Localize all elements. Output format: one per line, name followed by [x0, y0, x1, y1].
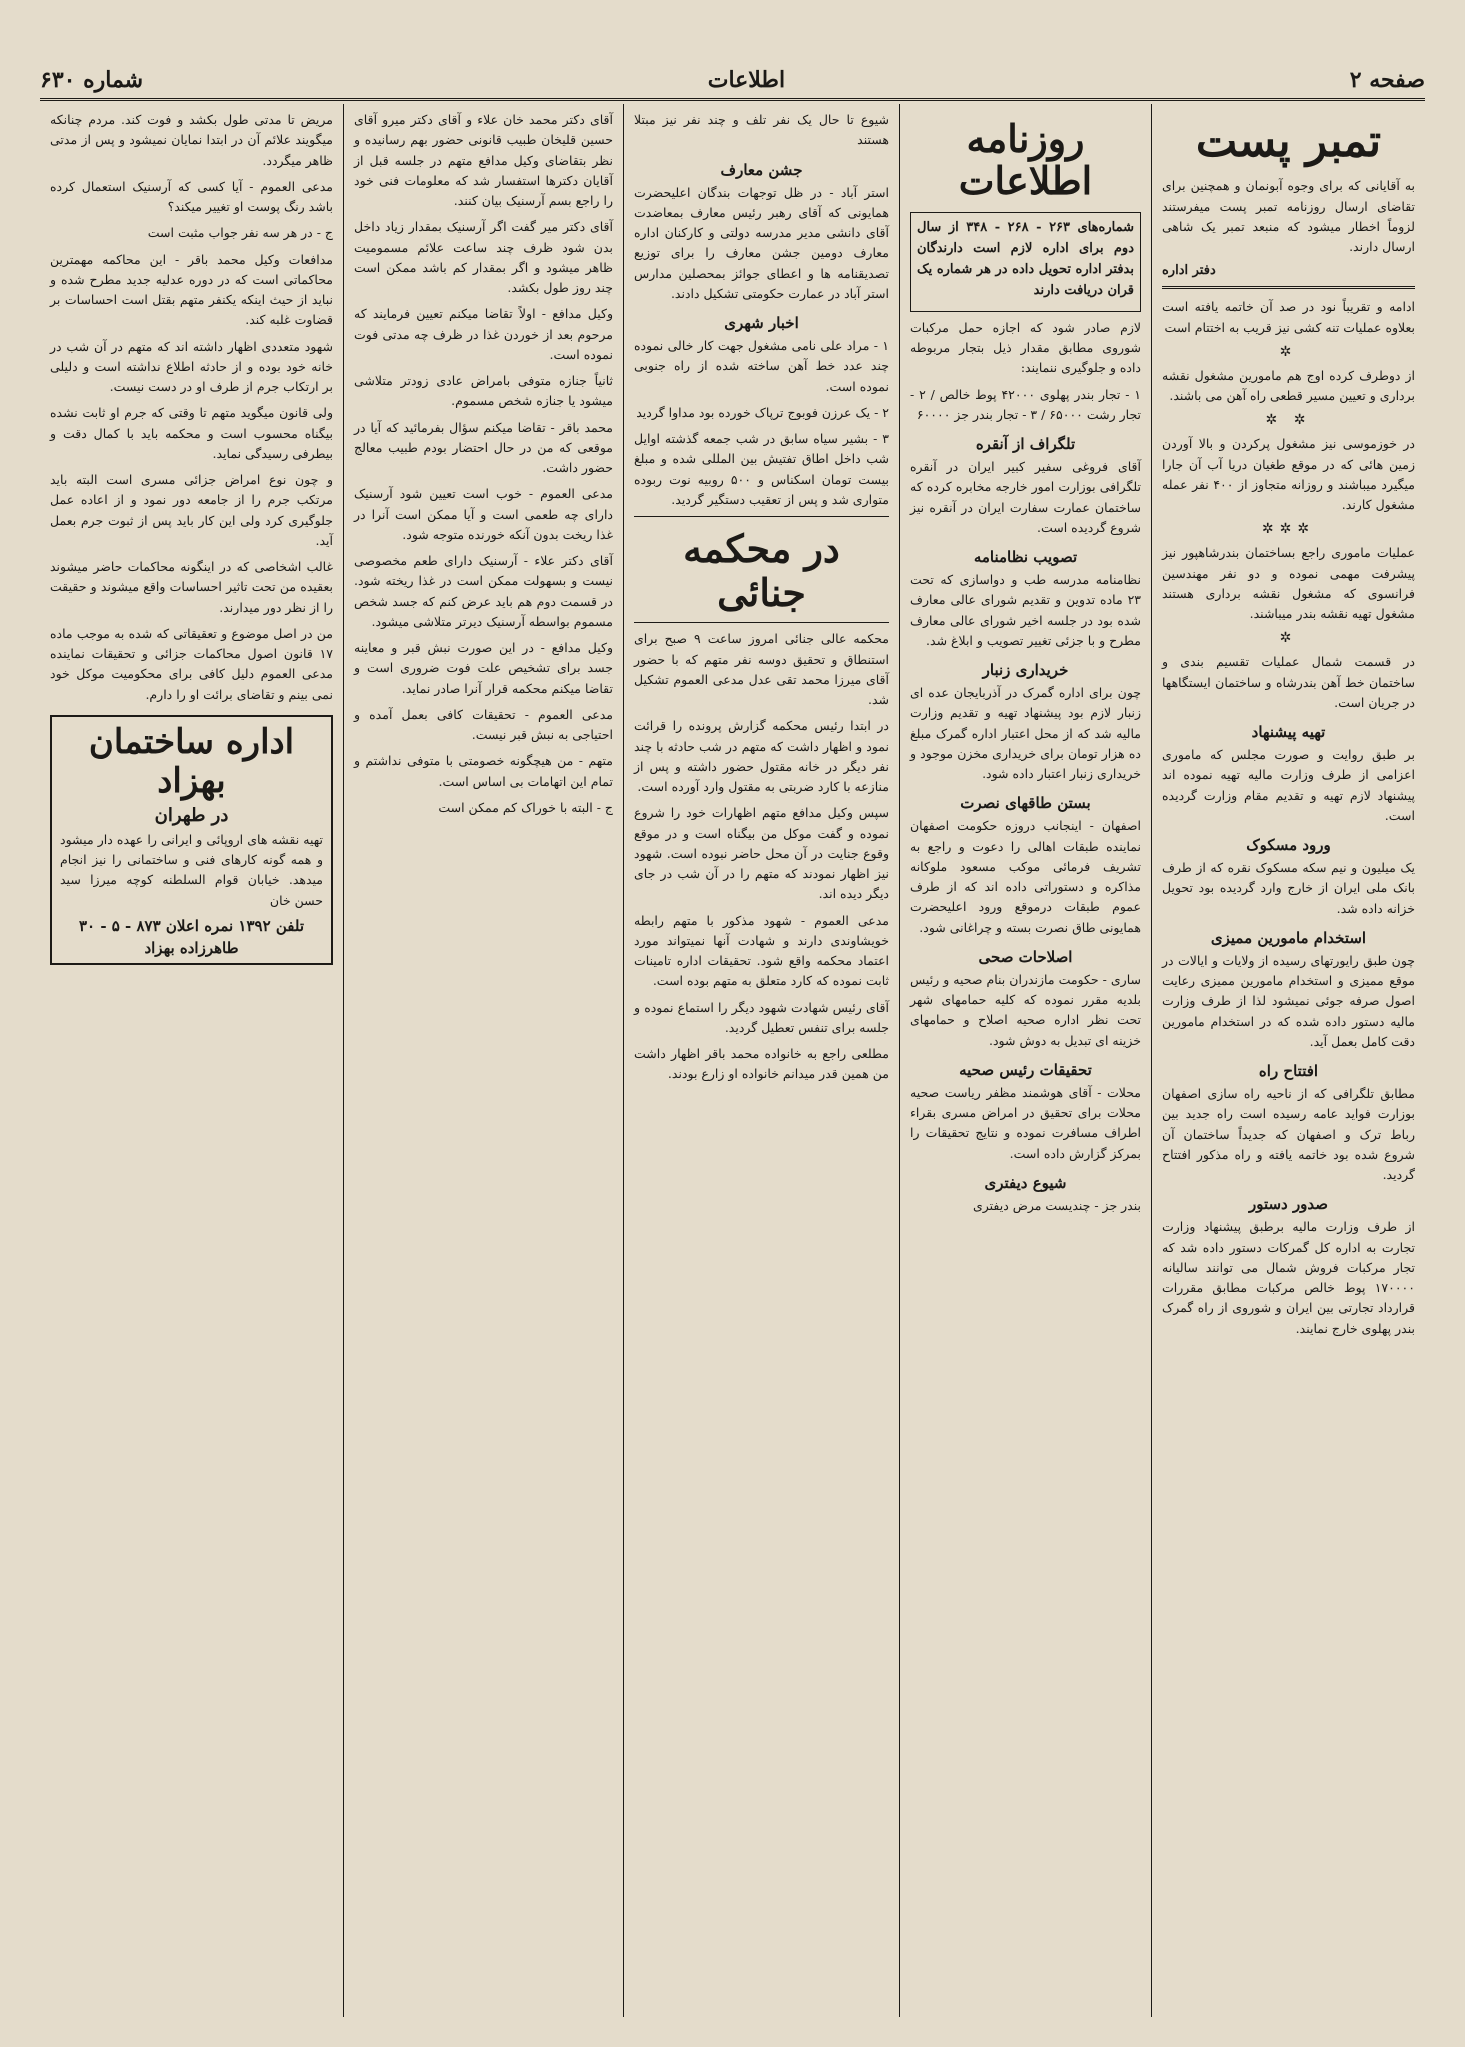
defendant-statement: متهم - من هیچگونه خصومتی با متوفی نداشتم و تمام این اتهامات بی اساس است. — [354, 753, 613, 789]
stamp-notice-title: تمبر پست — [1195, 116, 1382, 167]
column-1 — [1151, 104, 1425, 2017]
ad-phone: تلفن ۱۳۹۲ نمره اعلان ۸۷۳ - ۵ - ۳۰ — [78, 916, 305, 935]
outbreak-text: شیوع تا حال یک نفر تلف و چند نفر نیز مبتلا هستند — [634, 112, 889, 148]
defense-text-2: شهود متعددی اظهار داشته اند که متهم در آن شب در خانه خود بوده و از حادثه اطلاع نداشته است و دلیلی بر ارتکاب جرم از طرف او در دست نیست. — [50, 338, 333, 394]
doctor-answer-text: آقای دکتر میر گفت اگر آرسنیک بمقدار زیاد داخل بدن شود ظرف چند ساعت علائم مسمومیت ظاهر میشود و اگر بمقدار کم باشد ممکن است چند روز طول بکشد. — [354, 219, 613, 295]
hire-heading: استخدام مامورین ممیزی — [1210, 928, 1367, 947]
festival-heading: جشن معارف — [720, 160, 803, 179]
skin-question: مدعی العموم - آیا کسی که آرسنیک استعمال کرده باشد رنگ پوست او تغییر میکند؟ — [50, 178, 333, 214]
divider — [1162, 286, 1415, 289]
ad-city: در طهران — [154, 804, 229, 826]
column-3 — [623, 104, 899, 2017]
star-divider-icon: ✲ ✲ — [1265, 412, 1312, 429]
exhumation-request: وکیل مدافع - در این صورت نبش قبر و معاینه جسد برای تشخیص علت فوت ضروری است و تقاضا میکنم محکمه قرار آنرا صادر نماید. — [354, 640, 613, 696]
column-5 — [40, 104, 343, 2017]
answer-text: ج - در هر سه نفر جواب مثبت است — [147, 225, 333, 241]
health-text: ساری - حکومت مازندران بنام صحیه و رئیس بلدیه مقرر نموده که کلیه حمامهای شهر تحت نظر اداره صحیه اصلاح و حمامهای خزینه ای تبدیل به دوش شود. — [910, 971, 1141, 1048]
defense-text-5: غالب اشخاصی که در اینگونه محاکمات حاضر میشوند بعقیده من تحت تاثیر احساسات واقع میشوند و حقیقت را از نظر دور میدارند. — [50, 559, 333, 615]
behzad-ad — [50, 715, 333, 965]
telegram-text: آقای فروغی سفیر کبیر ایران در آنقره تلگرافی بوزارت امور خارجه مخابره کرده که ساختمان عمارت سفارت ایران در آنقره نیز شروع گردیده است. — [910, 459, 1141, 535]
defense-text-3: ولی قانون میگوید متهم تا وقتی که جرم او ثابت نشده بیگناه محسوب است و محکمه باید با کمال دقت و بیطرفی رسیدگی نماید. — [50, 405, 333, 461]
defense-text-6: من در اصل موضوع و تعقیقاتی که شده به موجب ماده ۱۷ قانون اصول محاکمات جزائی و تحقیقات نماینده مدعی العموم دلیل کافی برای محکومیت موکل خود نمی بینم و تقاضای برائت او را دارم. — [50, 625, 333, 702]
prosecutor-question: مدعی العموم - خوب است تعیین شود آرسنیک دارای چه طعمی است و آیا ممکن است آنرا در غذا ریخت بدون آنکه خورنده متوجه شود. — [354, 486, 613, 542]
buy-heading: خریداری زنبار — [982, 661, 1069, 680]
paper-name: اطلاعات — [707, 67, 786, 93]
inquiry-heading: تحقیقات رئیس صحیه — [959, 1060, 1092, 1079]
star-divider-icon: ✲ — [1279, 630, 1298, 647]
star-divider-icon: ✲ — [1279, 343, 1298, 360]
citrus-list: ۱ - تجار بندر پهلوی ۴۲۰۰۰ پوط خالص / ۲ - تجار رشت ۶۵۰۰۰ / ۳ - تجار بندر جز ۶۰۰۰۰ — [910, 386, 1141, 422]
back-issues-box — [910, 212, 1141, 312]
buy-text: چون برای اداره گمرک در آذربایجان عده ای زنبار لازم بود پیشنهاد تهیه و تقدیم وزارت مالیه شد که از محل اعتبار اداره گمرک مبلغ ده هزار تومان برای خریداری مخزن موجود و خریداری زنبار اعتبار داده شود. — [910, 685, 1141, 782]
defense-request-2: ثانیاً جنازه متوفی بامراض عادی زودتر متلاشی میشود یا جنازه شخص مسموم. — [354, 373, 613, 409]
court-text-5: آقای رئیس شهادت شهود دیگر را استماع نموده و جلسه برای تنفس تعطیل گردید. — [634, 999, 889, 1035]
newspaper-notice-title: روزنامه اطلاعات — [958, 116, 1093, 203]
inquiry-text: محلات - آقای هوشمند مظفر ریاست صحیه محلات برای تحقیق در امراض مسری بقراء اطراف مسافرت نموده و نتایج تحقیقات را بمرکز گزارش داده است. — [910, 1084, 1141, 1161]
doctor-reply: آقای دکتر علاء - آرسنیک دارای طعم مخصوصی نیست و بسهولت ممکن است در غذا ریخته شود. در قسمت دوم هم باید عرض کنم که جسد شخص مسموم بواسطه آرسنیک دیرتر متلاشی میشود. — [354, 553, 613, 629]
coins-heading: ورود مسکوک — [1246, 836, 1331, 855]
issue-label: شماره ۶۳۰ — [40, 67, 144, 93]
column-4 — [343, 104, 623, 2017]
road-heading: افتتاح راه — [1258, 1062, 1319, 1081]
columns — [40, 104, 1425, 2017]
diphtheria-heading: شیوع دیفتری — [984, 1173, 1067, 1192]
hire-text: چون طبق رایورتهای رسیده از ولایات و ایالات در موقع ممیزی و استخدام مامورین ممیزی رعایت اصول صرفه جوئی نمیشود لذا از طرف وزارت مالیه دستور داده شده که در استخدام مامورین دقت کامل بعمل آید. — [1162, 952, 1415, 1049]
court-title: در محکمه جنائی — [683, 526, 840, 615]
approve-heading: تصویب نظامنامه — [973, 548, 1078, 567]
court-text-2: در ابتدا رئیس محکمه گزارش پرونده را قرائت نمود و اظهار داشت که متهم در شب حادثه با چند نفر دیگر در خانه مقتول حضور داشته و پس از منازعه با کارد ضربتی به مقتول وارد آورده است. — [634, 718, 889, 795]
city-news-1: ۱ - مراد علی نامی مشغول جهت کار خالی نموده چند عدد خط آهن ساخته شده از راه جنوبی نموده است. — [634, 338, 889, 394]
arch-heading: بستن طاقهای نصرت — [960, 794, 1091, 813]
north-text: در قسمت شمال عملیات تقسیم بندی و ساختمان خط آهن بندرشاه و ساختمان ایستگاهها در جریان است. — [1162, 654, 1415, 710]
road-text: مطابق تلگرافی که از ناحیه راه سازی اصفهان بوزارت فواید عامه رسیده است راه جدید بین رباط ترک و اصفهان که جدیداً ساختمان آن شروع شده بود خاتمه یافته و راه مذکور افتتاح گردید. — [1162, 1086, 1415, 1183]
final-answer: ج - البته با خوراک کم ممکن است — [438, 799, 613, 815]
defendant-request: محمد باقر - تقاضا میکنم سؤال بفرمائید که آیا در موقعی که من در حال احتضار بودم طبیب معالج حضور داشت. — [354, 419, 613, 475]
approve-text: نظامنامه مدرسه طب و دواسازی که تحت ۲۳ ماده تدوین و تقدیم شورای عالی معارف شده بود در جلسه اخیر شورای عالی معارف مطرح و با جزئی تغییر تصویب و ابلاغ شد. — [910, 572, 1141, 648]
defense-request-1: وکیل مدافع - اولاً تقاضا میکنم تعیین فرمایند که مرحوم بعد از خوردن غذا در ظرف چه مدتی فوت نموده است. — [354, 306, 613, 362]
order-heading: صدور دستور — [1248, 1195, 1329, 1214]
divider — [634, 622, 889, 623]
court-text-1: محکمه عالی جنائی امروز ساعت ۹ صبح برای استنطاق و تحقیق دوسه نفر متهم که با حضور آقای میرزا محمد تقی عدل مدعی العموم تشکیل شد. — [634, 631, 889, 708]
divider — [634, 516, 889, 517]
city-news-heading: اخبار شهری — [724, 314, 799, 332]
court-text-6: مطلعی راجع به خانواده محمد باقر اظهار داشت من همین قدر میدانم خانواده او زارع بودند. — [634, 1046, 889, 1082]
city-news-3: ۳ - بشیر سیاه سابق در شب جمعه گذشته اوایل شب داخل اطاق تفتیش بین المللی شده و مبلغ بیست تومان اسکناس و ۵۰۰ روبیه نوت ربوده متواری شد و پس از تعقیب دستگیر گردید. — [634, 431, 889, 507]
citrus-text: لازم صادر شود که اجازه حمل مرکبات شوروی مطابق مقدار ذیل بتجار مربوطه داده و جلوگیری ننمایند: — [910, 319, 1141, 376]
court-text-4: مدعی العموم - شهود مذکور با متهم رابطه خویشاوندی دارند و شهادت آنها نمیتواند مورد اعتماد محکمه واقع شود. تحقیقات اداره تامینات ثابت نموده که کارد متعلق به متهم بوده است. — [634, 912, 889, 989]
doctors-text: آقای دکتر محمد خان علاء و آقای دکتر میرو آقای حسین قلیخان طبیب قانونی حضور بهم رسانیده و نظر بتقاضای وکیل مدافع متهم در جلسه قبل از آقایان دکترها استفسار شد که معلومات فنی خود را راجع بسم آرسنیک بیان کنند. — [354, 112, 613, 208]
survey-text: از دوطرف کرده اوج هم مامورین مشغول نقشه برداری و تعیین مسیر قطعی راه آهن می باشند. — [1162, 367, 1415, 404]
arch-text: اصفهان - اینجانب دروزه حکومت اصفهان نماینده طبقات اهالی را دعوت و راجع به تشریف فرمائی موکب مسعود ملوکانه مذاکره و دستوراتی داده اند که از طرف عموم طبقات درموقع ورود اعلیحضرت همایونی طاق نصرت بسته و چراغانی شود. — [910, 818, 1141, 935]
khuzestan-text: در خوزموسی نیز مشغول پرکردن و بالا آوردن زمین هائی که در موقع طغیان دریا آب آن جارا میگیرد میباشند و روزانه متجاوز از ۴۰۰ نفر عمله مشغول کارند. — [1162, 436, 1416, 513]
telegram-heading: تلگراف از آنقره — [975, 435, 1076, 454]
defense-text-1: مدافعات وکیل محمد باقر - این محاکمه مهمترین محاکماتی است که در دوره عدلیه جدید مطرح شده و نباید از حیث اینکه یکنفر متهم بقتل است احساسات بر قضاوت غلبه کند. — [50, 251, 333, 328]
prep-heading: تهیه پیشنهاد — [1251, 723, 1326, 742]
port-text: عملیات ماموری راجع بساختمان بندرشاهپور نیز پیشرفت مهمی نموده و دو نفر مهندسین فرانسوی که مشغول نقشه برداری هستند مشغول تهیه نقشه بندر میباشند. — [1162, 545, 1415, 622]
coins-text: یک میلیون و نیم سکه مسکوک نقره که از طرف بانک ملی ایران از خارج وارد گردیده بود تحویل خزانه داده شد. — [1162, 860, 1415, 916]
illness-text: مریض تا مدتی طول بکشد و فوت کند. مردم چنانکه میگویند علائم آن در ابتدا نمایان نمیشود و پس از مدتی ظاهر میگردد. — [50, 112, 333, 168]
stamp-notice-text: به آقایانی که برای وجوه آبونمان و همچنین برای تقاضای ارسال روزنامه تمبر پست میفرستند لزوماً اخطار میشود که منبعد تمبر یک شاهی ارسال دارند. — [1162, 178, 1415, 255]
prep-text: بر طبق روایت و صورت مجلس که ماموری اعزامی از طرف وزارت مالیه تهیه نموده اند پیشنهاد لازم تهیه و تقدیم مقام وزارت گردیده است. — [1162, 747, 1415, 823]
festival-text: استر آباد - در ظل توجهات بندگان اعلیحضرت همایونی که آقای رهبر رئیس معارف بمعاضدت آقای دانشی مدیر مدرسه دولتی و کارکنان اداره معارف دومین جشن معارف را برای توزیع تصدیقنامه ها و اعطای جوائز بمحصلین مدارس استر آباد در عمارت حکومتی تشکیل دادند. — [634, 184, 889, 301]
column-2 — [899, 104, 1151, 2017]
star-divider-icon: ✲✲✲ — [1261, 521, 1316, 538]
office-signature: دفتر اداره — [1162, 263, 1216, 279]
court-text-3: سپس وکیل مدافع متهم اظهارات خود را شروع نموده و گفت موکل من بیگناه است و در موقع وقوع جنایت در آن محل حاضر نبوده است. شهود نیز اظهار نمودند که متهم را در آن شب در جای دیگر دیده اند. — [634, 805, 889, 902]
diphtheria-text: بندر جز - چندیست مرض دیفتری — [972, 1197, 1141, 1213]
railway-text: ادامه و تقریباً نود در صد آن خاتمه یافته است بعلاوه عملیات تنه کشی نیز قریب به اختتام است — [1162, 299, 1415, 335]
order-text: از طرف وزارت مالیه برطبق پیشنهاد وزارت تجارت به اداره کل گمرکات دستور داده شد که تجار مرکبات فروش شمال می توانند سالیانه ۱۷۰۰۰۰ پوط خالص مرکبات مطابق مقررات قرارداد تجارتی بین ایران و شوروی از راه گمرک بندر پهلوی خارج نمایند. — [1162, 1219, 1415, 1336]
city-news-2: ۲ - یک عرزن فوبوج ترپاک خورده بود مداوا گردید — [636, 404, 889, 420]
health-heading: اصلاحات صحی — [978, 947, 1073, 966]
ad-title: اداره ساختمان بهزاد — [88, 721, 295, 801]
masthead — [40, 62, 1425, 101]
defense-text-4: و چون نوع امراض جزائی مسری است البته باید مرتکب جرم را از جامعه دور نمود و از اعاده عمل جلوگیری کرد ولی این کار باید پس از ثبوت جرم بعمل آید. — [50, 472, 333, 548]
prosecutor-reply: مدعی العموم - تحقیقات کافی بعمل آمده و احتیاجی به نبش قبر نیست. — [354, 706, 613, 742]
ad-signature: طاهرزاده بهزاد — [144, 938, 239, 957]
ad-body: تهیه نقشه های اروپائی و ایرانی را عهده دار میشود و همه گونه کارهای فنی و ساختمانی را نیز انجام میدهد. خیابان قوام السلطنه کوچه میرزا سید حسن خان — [60, 831, 323, 908]
page-label: صفحه ۲ — [1349, 67, 1425, 93]
back-issues-text: شماره‌های ۲۶۳ - ۲۶۸ - ۳۴۸ از سال دوم برای اداره لازم است دارندگان بدفتر اداره تحویل داده در هر شماره یک قران دریافت دارند — [917, 219, 1134, 298]
